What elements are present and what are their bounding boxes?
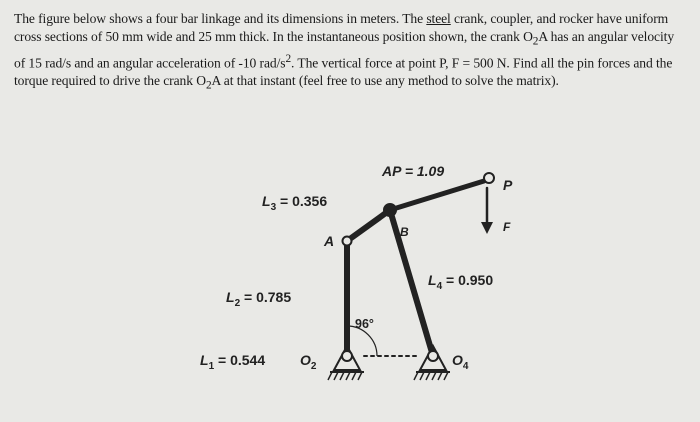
problem-text-3: A has an angular velocity of 15 rad/s and an angular acceleration of -10 rad/s xyxy=(14,28,675,71)
force-arrow-head xyxy=(481,222,493,234)
l2-label: $L_2 = 0.785$ xyxy=(226,289,292,309)
o4-ground-support xyxy=(414,346,450,380)
angle-label: 96° xyxy=(355,317,374,331)
joint-b xyxy=(384,204,396,216)
l1-label: $L_1 = 0.544$ xyxy=(200,352,266,372)
problem-text-1: The figure below shows a four bar linkage and its dimensions in meters. The xyxy=(14,11,427,26)
coupler-link xyxy=(347,210,390,241)
problem-text-4: . The vertical force at point P, F = 500 N. Find all the pin forces and the torque required to drive the crank O xyxy=(14,55,673,88)
subscript: 2 xyxy=(532,35,539,48)
ap-label: AP = 1.09 xyxy=(382,163,445,179)
a-label: A xyxy=(324,233,335,249)
f-label: F xyxy=(503,220,511,234)
p-label: P xyxy=(503,177,513,193)
o4-label: $O_4$ xyxy=(452,352,469,372)
rocker-link xyxy=(390,210,433,356)
steel-word: steel xyxy=(426,11,451,26)
coupler-arm xyxy=(390,181,484,210)
superscript: 2 xyxy=(285,52,292,65)
o2-ground-support xyxy=(328,346,364,380)
o2-label: $O_2$ xyxy=(300,352,317,372)
point-p xyxy=(484,173,494,183)
l4-label: $L_4 = 0.950$ xyxy=(428,272,494,292)
problem-text-5: A at that instant (feel free to use any method to solve the matrix). xyxy=(211,72,559,88)
joint-a xyxy=(343,237,352,246)
l3-label: $L_3 = 0.356$ xyxy=(262,193,328,213)
subscript: 2 xyxy=(205,79,212,92)
problem-text-2: crank, coupler, and rocker have uniform cross sections of 50 mm wide and 25 mm thick. In the instantaneous position shown, the crank O xyxy=(14,11,669,44)
b-label: B xyxy=(400,225,409,239)
